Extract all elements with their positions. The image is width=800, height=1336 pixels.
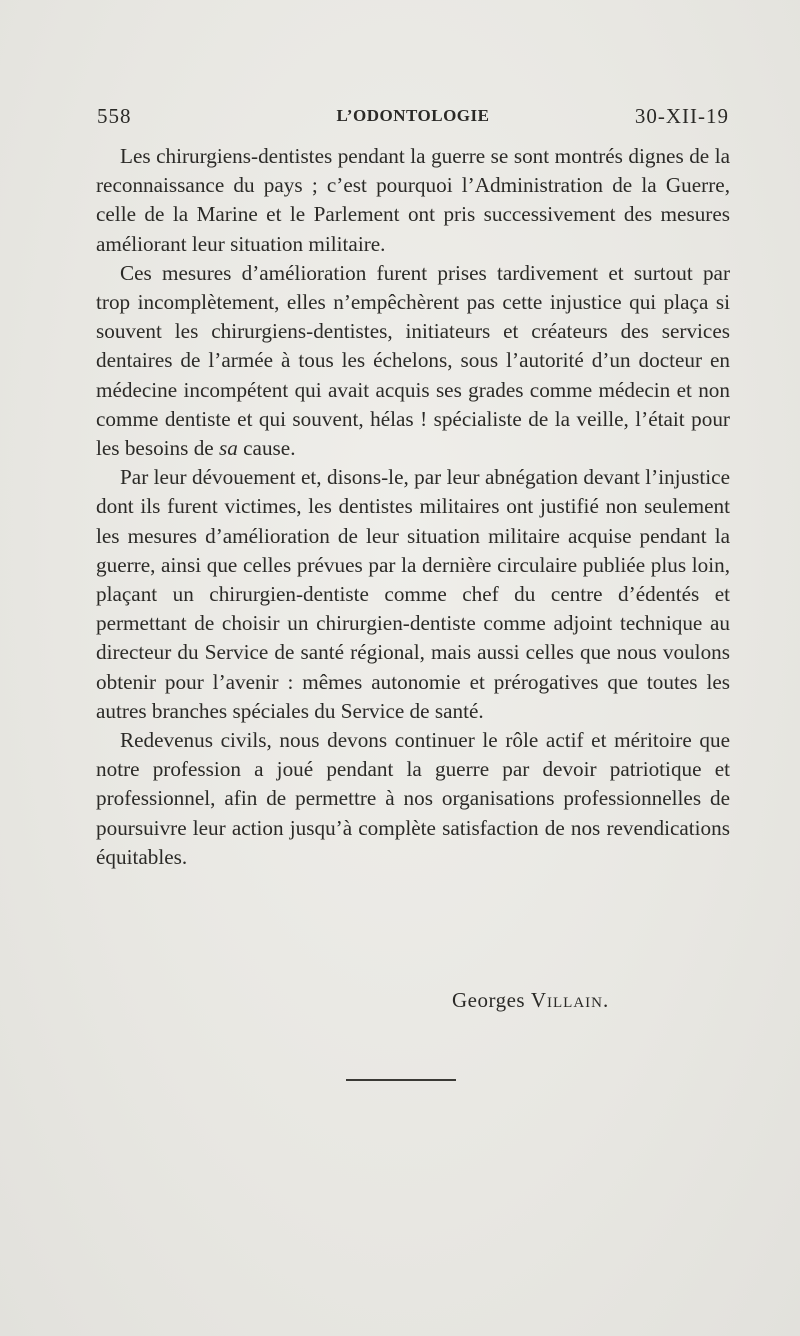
author-last-name: Villain.: [530, 988, 610, 1012]
paragraph-4-text: Redevenus civils, nous devons continuer le rôle actif et méritoire que notre profession a joué pendant la guerre par devoir patriotique et professionnel, afin de permettre à nos organisations professionnelles de poursuivre leur action jusqu’à complète satisfaction de nos revendications équitables.: [96, 728, 730, 869]
journal-title: L’ODONTOLOGIE: [336, 106, 490, 125]
paragraph-1-text: Les chirurgiens-dentistes pendant la guerre se sont montrés dignes de la reconnaissance du pays ; c’est pourquoi l’Administration de la Guerre, celle de la Marine et le Parlement ont pris successivement des mesures améliorant leur situation militaire.: [96, 144, 730, 256]
page-number: 558: [97, 104, 132, 128]
paragraph-2-italic: sa: [219, 436, 238, 461]
paragraph-2-text: Ces mesures d’amélioration furent prises tardivement et surtout par trop incomplètement, elles n’empêchèrent pas cette injustice qui plaça si souvent les chirurgiens-dentistes, initiateurs et créateurs des services dentaires de l’armée à tous les échelons, sous l’autorité d’un docteur en médecine incompétent qui avait acquis ses grades comme médecin et non comme dentiste et qui souvent, hélas ! spécialiste de la veille, l’était pour les besoins de: [96, 260, 730, 461]
end-rule: [346, 1079, 456, 1081]
paragraph-1: [96, 142, 730, 259]
paragraph-4: [96, 726, 730, 872]
issue-date: 30-XII-19: [634, 104, 729, 128]
author-first-name: Georges: [452, 988, 526, 1012]
running-header: [97, 104, 729, 134]
author-signature: [452, 988, 609, 1013]
paragraph-2: [96, 259, 730, 463]
paragraph-3: [96, 463, 730, 726]
article-body: [96, 142, 730, 872]
paragraph-2-tail: cause.: [237, 436, 296, 461]
paragraph-3-text: Par leur dévouement et, disons-le, par leur abnégation devant l’injustice dont ils furent victimes, les dentistes militaires ont justifié non seulement les mesures d’amélioration de leur situation militaire acquise pendant la guerre, ainsi que celles prévues par la dernière circulaire publiée plus loin, plaçant un chirurgien-dentiste comme chef du centre d’édentés et permettant de choisir un chirurgien-dentiste comme adjoint technique au directeur du Service de santé régional, mais aussi celles que nous voulons obtenir pour l’avenir : mêmes autonomie et prérogatives que toutes les autres branches spéciales du Service de santé.: [96, 465, 730, 723]
